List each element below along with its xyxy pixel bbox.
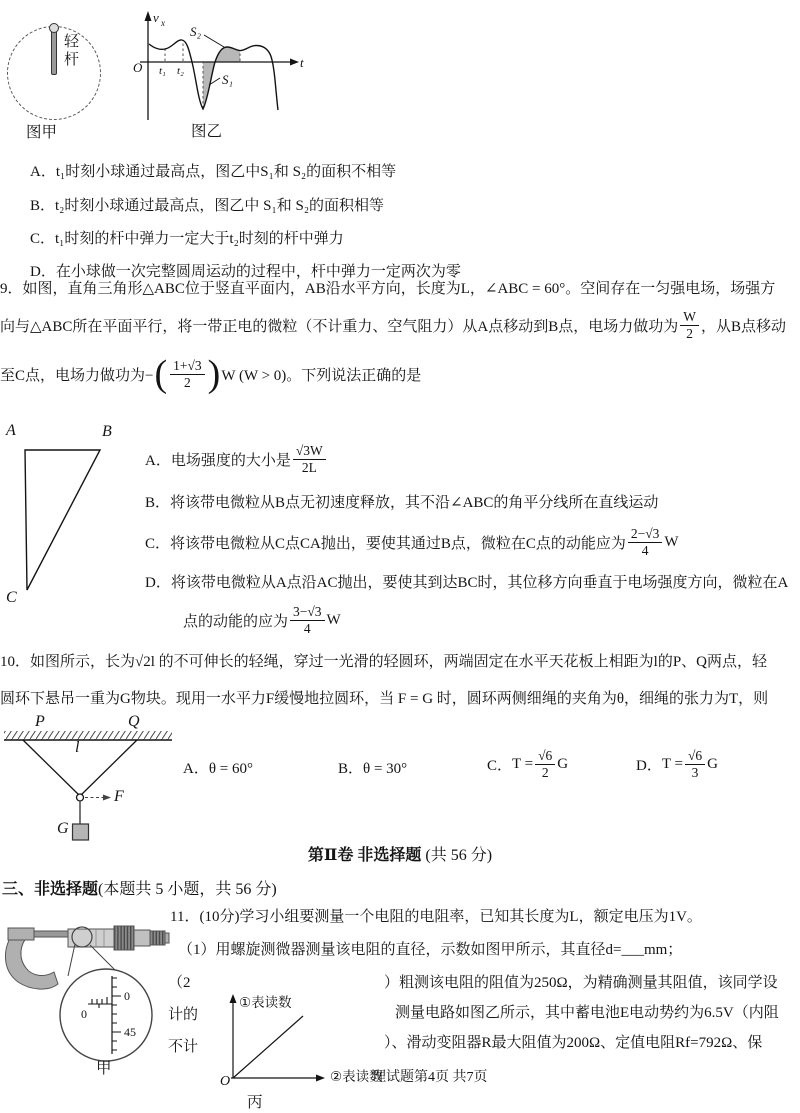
weight-g-label: G — [57, 820, 69, 837]
thimble-shaft — [134, 930, 150, 946]
velocity-curve — [149, 40, 278, 110]
rod-label: 轻杆 — [62, 33, 78, 69]
s1-label: S₁ — [222, 72, 234, 87]
section3-header — [2, 876, 277, 899]
rope-left — [23, 740, 80, 796]
q8-option-b — [30, 194, 384, 215]
option-text: θ = 60° — [208, 761, 253, 777]
x-axis-arrow — [316, 1075, 325, 1082]
option-text-tail: G — [707, 755, 718, 772]
triangle-figure — [0, 418, 120, 618]
option-text: 点的动能的应为 — [183, 613, 289, 630]
micrometer-frame — [5, 932, 58, 989]
micrometer-figure — [2, 922, 197, 1070]
q9-line3-text: 至C点，电场力做功为− — [0, 367, 154, 384]
point-q-label: Q — [128, 713, 140, 730]
y-axis-arrow — [145, 11, 152, 21]
point-p-label: P — [35, 713, 45, 730]
q9-option-b — [145, 491, 658, 512]
graph-ylabel: ①表读数 — [239, 995, 292, 1011]
fraction-3minus-sqrt3-over-4: $\frac{3-√3}{4}$ — [290, 604, 325, 635]
q11-right-col-2: 测量电路如图乙所示，其中蓄电池E电动势约为6.5V（内阻 — [395, 1005, 779, 1021]
option-letter: B． — [30, 198, 56, 214]
q11-part1-line: （1）用螺旋测微器测量该电阻的直径，示数如图甲所示，其直径d=___mm； — [178, 942, 683, 958]
q10-option-b — [338, 757, 407, 778]
q9-stem-line2 — [0, 308, 786, 342]
q9-stem-line1: 9．如图，直角三角形△ABC位于竖直平面内，AB沿水平方向，长度为L，∠ABC = 60°。空间存在一匀强电场，场强方 — [0, 281, 776, 297]
y-axis-arrow — [230, 994, 237, 1003]
option-text: 在小球做一次完整圆周运动的过程中，杆中弹力一定两次为零 — [55, 264, 461, 280]
vx-axis-label: v — [153, 10, 159, 25]
option-text: t₁时刻的杆中弹力一定大于t₂时刻的杆中弹力 — [55, 231, 344, 247]
data-line — [233, 1016, 303, 1078]
option-text: 将该带电微粒从A点沿AC抛出，要使其到达BC时，其位移方向垂直于电场强度方向，微粒在A — [170, 575, 789, 591]
distance-l-label: l — [75, 739, 80, 756]
ceiling-hatching — [4, 731, 172, 740]
option-text-tail: W — [664, 533, 679, 550]
option-letter: A． — [183, 761, 209, 777]
s2-pointer-line — [204, 35, 224, 47]
origin-label: O — [133, 60, 143, 75]
option-text: θ = 30° — [363, 761, 408, 777]
force-f-arrowhead — [103, 795, 111, 801]
thimble-45-label: 45 — [124, 1025, 136, 1039]
t-axis-label: t — [300, 55, 304, 70]
fraction-2minus-sqrt3-over-4: $\frac{2-√3}{4}$ — [628, 526, 663, 557]
micrometer-thimble — [114, 926, 134, 950]
page-footer: 理试题第4页 共7页 — [372, 1070, 488, 1085]
weight-block — [73, 824, 89, 840]
option-letter: B． — [145, 495, 171, 511]
fraction-w-over-2: $\frac{W}{2}$ — [680, 309, 699, 340]
option-letter: C． — [30, 231, 56, 247]
option-letter: A． — [30, 164, 56, 180]
t1-label: t₁ — [159, 65, 166, 77]
light-rod — [51, 28, 57, 75]
q11-right-col-3: ）、滑动变阻器R最大阻值为200Ω、定值电阻Rf=792Ω、保 — [384, 1035, 763, 1051]
option-text-tail: G — [557, 755, 569, 772]
q11-right-col-1: ）粗测该电阻的阻值为250Ω，为精确测量其阻值，该同学设 — [384, 975, 778, 991]
callout-line-left — [68, 944, 75, 976]
q9-option-c — [145, 522, 679, 562]
magnified-scale-circle — [60, 969, 152, 1061]
option-text: t₁时刻小球通过最高点，图乙中S₁和 S₂的面积不相等 — [55, 164, 397, 180]
fraction-1plus-sqrt3-over-2: $\frac{1+√3}{2}$ — [170, 358, 205, 389]
figure-yi-caption: 图乙 — [191, 123, 223, 140]
q8-option-c — [30, 227, 344, 248]
option-text: 将该带电微粒从C点CA抛出，要使其通过B点，微粒在C点的动能应为 — [170, 535, 626, 552]
option-letter: D． — [145, 575, 171, 591]
q11-left-col-1: （2 — [168, 975, 191, 991]
option-text: t₂时刻小球通过最高点，图乙中 S₁和 S₂的面积相等 — [55, 198, 385, 214]
ratchet-cap — [165, 933, 169, 943]
fraction-sqrt6-over-2: $\frac{√6}{2}$ — [535, 748, 555, 779]
light-ring — [77, 794, 84, 801]
q9-stem-line3 — [0, 351, 421, 397]
triangle-abc — [25, 450, 100, 590]
section3-title: 三、非选择题 — [2, 881, 99, 898]
q11-left-col-2: 计的 — [168, 1007, 199, 1023]
part2-header — [0, 842, 800, 865]
vertex-b-label: B — [102, 423, 112, 440]
s2-label: S₂ — [190, 24, 202, 39]
rope-ring-figure — [0, 712, 180, 847]
x-axis-arrow — [290, 59, 299, 66]
option-text: 电场强度的大小是 — [170, 452, 291, 469]
micrometer-spindle — [34, 931, 68, 937]
option-letter: D． — [30, 264, 56, 280]
option-text: T = — [512, 755, 534, 772]
t2-label: t₂ — [177, 65, 184, 77]
fraction-sqrt6-over-3: $\frac{√6}{3}$ — [685, 748, 705, 779]
graph-origin-label: O — [220, 1074, 231, 1089]
figure-bing-caption: 丙 — [247, 1094, 263, 1111]
option-letter: C． — [145, 535, 171, 552]
fraction-sqrt3w-over-2l: $\frac{√3W}{2L}$ — [293, 443, 326, 474]
q10-stem-line2: 圆环下悬吊一重为G物块。现用一水平力F缓慢地拉圆环，当 F = G 时，圆环两侧细绳的夹角为θ，细绳的张力为T，则 — [0, 691, 769, 707]
right-paren: ) — [207, 352, 221, 395]
part2-points: (共 56 分) — [421, 847, 493, 864]
thimble-zero-label: 0 — [124, 989, 130, 1003]
option-text-tail: W — [326, 611, 341, 628]
q8-option-a — [30, 160, 396, 181]
q9-line2-text: 向与△ABC所在平面平行，将一带正电的微粒（不计重力、空气阻力）从A点移动到B点，电场力做功为 — [0, 318, 679, 335]
rope-right — [80, 740, 137, 796]
q9-line3-text-tail: W (W > 0)。下列说法正确的是 — [221, 367, 422, 384]
option-letter: C． — [487, 757, 513, 774]
main-scale-zero-label: 0 — [81, 1007, 87, 1021]
q10-stem-line1: 10．如图所示，长为√2l 的不可伸长的轻绳，穿过一光滑的轻圆环，两端固定在水平天花板上相距为l的P、Q两点，轻 — [0, 654, 767, 670]
pivot-ball — [49, 23, 59, 33]
q9-line2-text-tail: ，从B点移动 — [700, 318, 786, 335]
left-paren: ( — [154, 352, 168, 395]
vertex-a-label: A — [6, 422, 16, 439]
q10-option-c — [487, 744, 568, 784]
q9-option-d-line1 — [145, 571, 788, 592]
figure-jia2-caption: 甲 — [96, 1060, 112, 1077]
micrometer-ratchet — [150, 931, 165, 945]
figure-jia-caption: 图甲 — [26, 124, 58, 141]
option-letter: D． — [636, 757, 662, 774]
option-text: T = — [661, 755, 683, 772]
vx-axis-sub: x — [161, 18, 165, 28]
q11-left-col-3: 不计 — [168, 1039, 199, 1055]
option-letter: A． — [145, 452, 171, 469]
q9-option-a — [145, 440, 328, 478]
force-f-label: F — [114, 788, 124, 805]
vertex-c-label: C — [6, 589, 17, 606]
section3-points: (本题共 5 小题，共 56 分) — [98, 881, 277, 898]
part2-title: 第Ⅱ卷 非选择题 — [307, 847, 422, 864]
q10-option-d — [636, 744, 718, 784]
q10-option-a — [183, 757, 253, 778]
option-letter: B． — [338, 761, 364, 777]
q9-option-d-line2 — [183, 600, 341, 640]
micrometer-anvil — [8, 928, 34, 940]
graph-xlabel: ②表读数 — [330, 1069, 383, 1085]
option-text: 将该带电微粒从B点无初速度释放，其不沿∠ABC的角平分线所在直线运动 — [170, 495, 659, 511]
q11-stem-line1: 11．(10分)学习小组要测量一个电阻的电阻率，已知其长度为L，额定电压为1V。 — [170, 909, 702, 925]
